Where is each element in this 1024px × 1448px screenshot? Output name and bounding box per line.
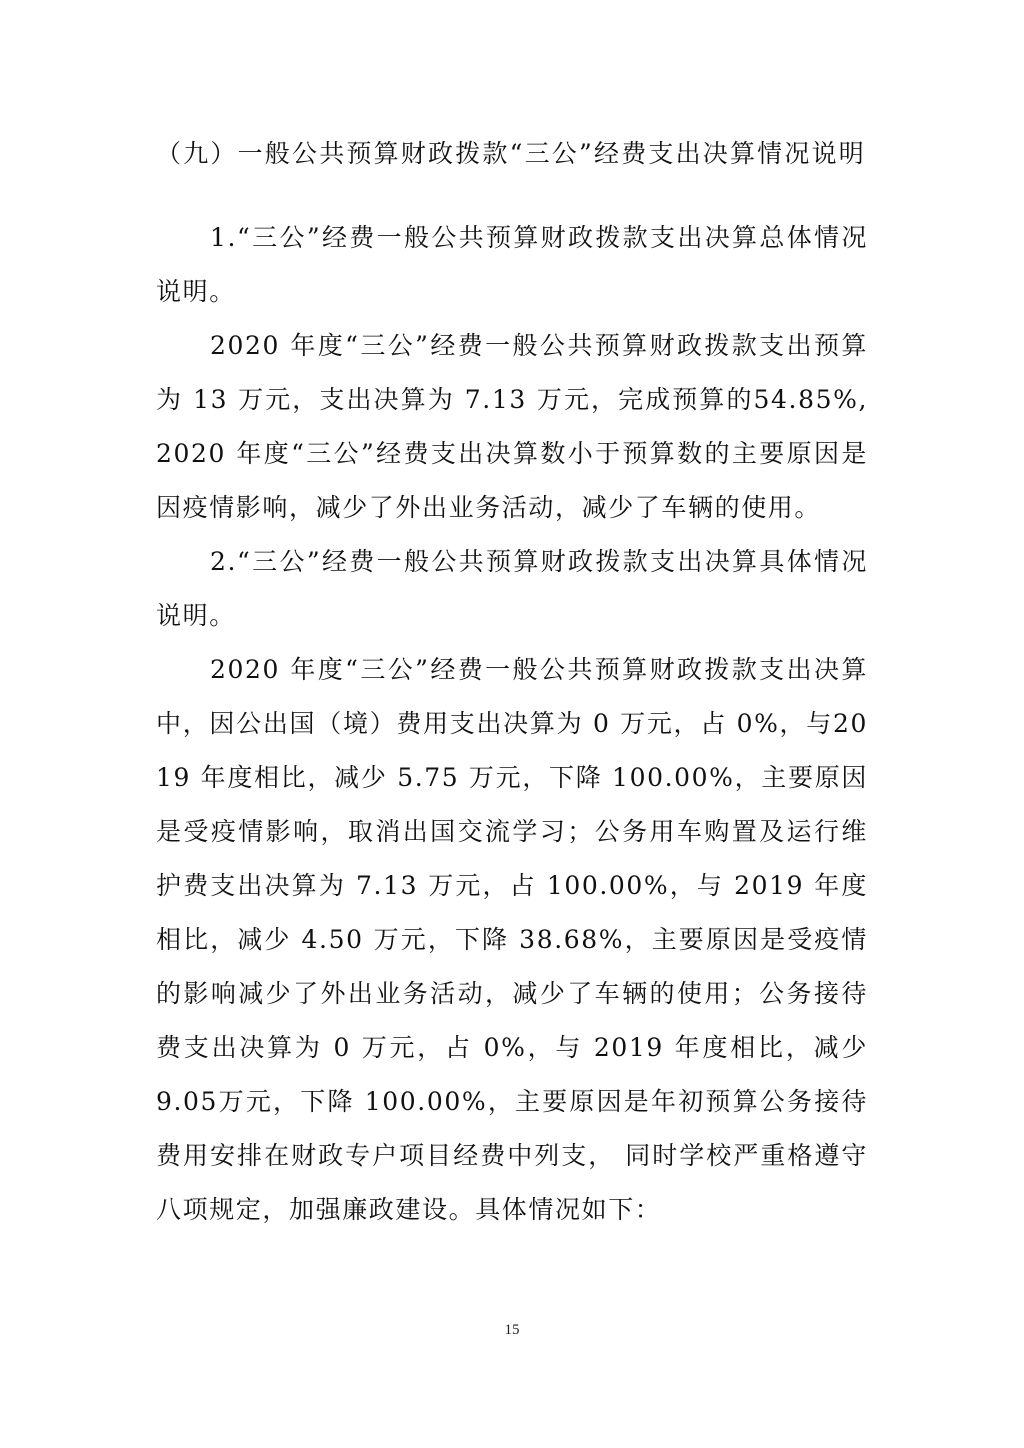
document-body: [156, 127, 868, 1237]
subheading-overall: 1.“三公”经费一般公共预算财政拨款支出决算总体情况说明。: [156, 223, 868, 306]
page-number: 15: [504, 1322, 520, 1338]
section-heading: （九）一般公共预算财政拨款“三公”经费支出决算情况说明: [156, 139, 866, 168]
paragraph-detail: 2020 年度“三公”经费一般公共预算财政拨款支出决算中，因公出国（境）费用支出决算为 0 万元，占 0%，与2019 年度相比，减少 5.75 万元，下降 100.00%，主要原因是受疫情影响，取消出国交流学习；公务用车购置及运行维护费支出决算为 7.13 万元，占 100.00%，与 2019 年度相比，减少 4.50 万元，下降 38.68%，主要原因是受疫情的影响减少了外出业务活动，减少了车辆的使用；公务接待费支出决算为 0 万元，占 0%，与 2019 年度相比，减少 9.05万元，下降 100.00%，主要原因是年初预算公务接待费用安排在财政专户项目经费中列支， 同时学校严重格遵守八项规定，加强廉政建设。具体情况如下：: [156, 655, 868, 1224]
paragraph-overall: 2020 年度“三公”经费一般公共预算财政拨款支出预算为 13 万元，支出决算为 7.13 万元，完成预算的54.85%,2020 年度“三公”经费支出决算数小于预算数的主要原因是因疫情影响，减少了外出业务活动，减少了车辆的使用。: [156, 331, 868, 522]
subheading-detail: 2.“三公”经费一般公共预算财政拨款支出决算具体情况说明。: [156, 547, 868, 630]
